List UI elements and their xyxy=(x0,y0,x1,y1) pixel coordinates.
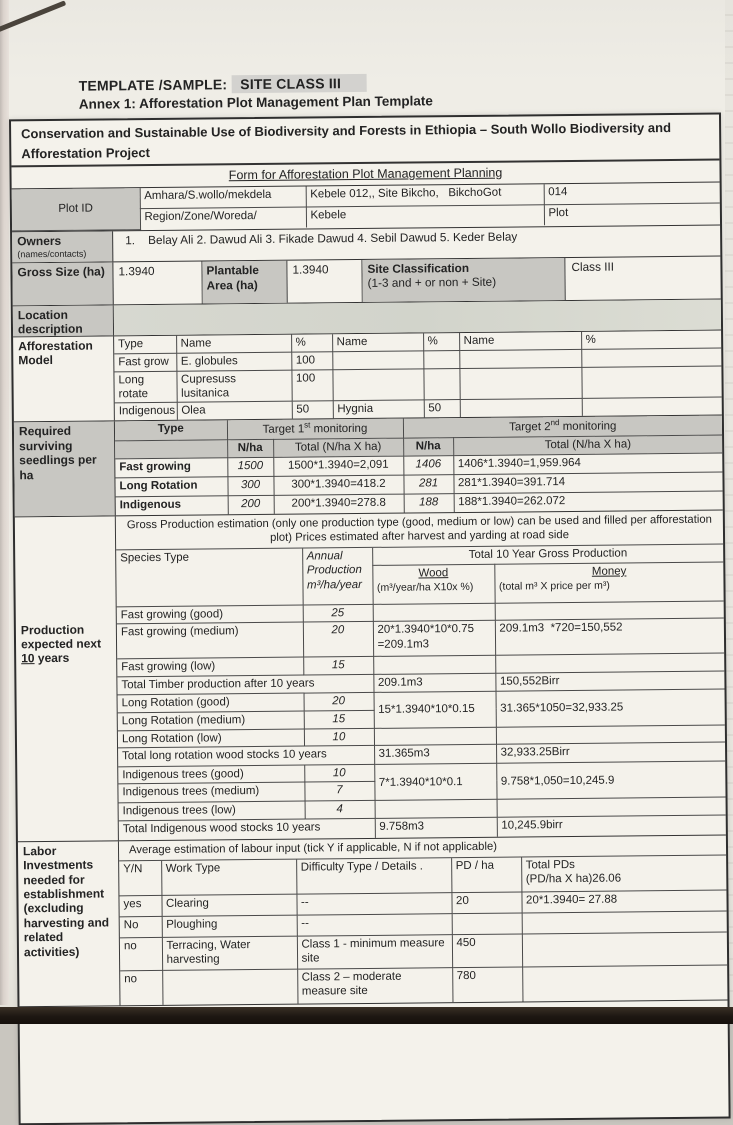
production-row-money xyxy=(497,798,726,818)
site-classification-sublabel: (1-3 and + or non + Site) xyxy=(367,274,497,290)
production-row-wood xyxy=(373,656,495,675)
labor-row-pdha: 780 xyxy=(452,967,522,1002)
target1-text2: monitoring xyxy=(310,423,368,436)
labor-row-pdha: 450 xyxy=(452,934,522,968)
labor-label: Labor Investments needed for establishment (excluding harvesting and related activities) xyxy=(18,841,121,1006)
production-row-label: Indigenous trees (medium) xyxy=(118,783,304,804)
production-row-wood xyxy=(373,603,495,622)
labor-row-yn: no xyxy=(120,970,162,1005)
required-nha1-header: N/ha xyxy=(227,439,273,457)
required-row-total2: 188*1.3940=262.072 xyxy=(454,491,723,512)
required-row-nha2: 188 xyxy=(404,493,454,512)
plantable-area-value: 1.3940 xyxy=(287,260,362,303)
production-label-text2: years xyxy=(34,651,70,666)
production-species-header: Species Type xyxy=(116,549,303,607)
production-note: Gross Production estimation (only one production type (good, medium or low) can be used and filled per afforestation plot) Prices estimated after harvest and yarding at road side xyxy=(116,510,723,550)
production-row-label: Fast growing (medium) xyxy=(117,622,303,659)
labor-row-difficulty: -- xyxy=(296,892,451,914)
production-total-label: Total long rotation wood stocks 10 years xyxy=(118,745,374,766)
labor-total-header-line1: Total PDs xyxy=(525,858,575,871)
labor-header-totalpds xyxy=(521,855,726,891)
production-section xyxy=(15,509,726,841)
model-cell xyxy=(423,368,459,400)
labor-table xyxy=(119,855,727,1005)
production-annual-header: Annual Production m³/ha/year xyxy=(302,548,373,605)
plot-id-label: Plot ID xyxy=(12,188,140,230)
production-total-wood: 31.365m3 xyxy=(374,744,496,764)
production-row-annual: 10 xyxy=(304,764,374,782)
model-cell: 100 xyxy=(291,369,332,401)
production-row-annual: 7 xyxy=(304,782,374,802)
site-classification-label: Site Classification xyxy=(367,260,470,276)
required-row-nha2: 1406 xyxy=(403,455,453,474)
production-row-annual: 20 xyxy=(303,622,373,658)
labor-row-worktype xyxy=(162,969,297,1005)
production-money-header-cell xyxy=(494,562,723,603)
required-nha2-header: N/ha xyxy=(403,437,453,455)
production-label xyxy=(15,516,119,841)
production-row-annual: 20 xyxy=(304,693,374,711)
required-seedlings-table xyxy=(115,416,723,515)
money-subheader: (total m³ X price per m³) xyxy=(498,579,610,594)
labor-section xyxy=(18,834,728,1005)
model-cell: E. globules xyxy=(176,352,291,371)
plot-region-label: Region/Zone/Woreda/ xyxy=(140,207,306,229)
production-table xyxy=(116,545,726,841)
model-header-name2: Name xyxy=(332,333,423,351)
required-row-nha2: 281 xyxy=(403,474,453,493)
production-row-label: Indigenous trees (low) xyxy=(119,802,305,821)
form-outer-box xyxy=(9,113,731,1125)
production-row-annual: 25 xyxy=(303,604,373,622)
production-row-label: Fast growing (low) xyxy=(117,657,303,677)
labor-header-yn: Y/N xyxy=(119,860,161,895)
form-title: Form for Afforestation Plot Management Planning xyxy=(228,165,503,183)
labor-header-pdha: PD / ha xyxy=(451,857,521,892)
production-row-wood: 20*1.3940*10*0.75 =209.1m3 xyxy=(373,621,495,657)
template-value-highlight: SITE CLASS III xyxy=(231,74,367,93)
model-cell xyxy=(459,367,581,400)
production-row-annual: 15 xyxy=(303,657,373,676)
labor-caption: Average estimation of labour input (tick Y if applicable, N if not applicable) xyxy=(119,835,726,860)
owners-sublabel: (names/contacts) xyxy=(17,248,87,260)
plot-number-value: 014 xyxy=(544,183,720,205)
production-row-wood: 15*1.3940*10*0.15 xyxy=(374,692,496,729)
labor-header-difficulty: Difficulty Type / Details . xyxy=(296,858,451,894)
model-cell xyxy=(581,366,721,399)
model-cell xyxy=(460,399,582,418)
model-cell xyxy=(423,350,459,368)
labor-row-total xyxy=(522,932,727,967)
labor-row-worktype: Terracing, Water harvesting xyxy=(162,936,297,970)
required-row-type: Indigenous xyxy=(116,495,228,515)
production-total-money: 10,245.9birr xyxy=(497,815,726,837)
model-header-name3: Name xyxy=(459,332,581,351)
model-header-pct1: % xyxy=(291,334,332,352)
wood-subheader: (m³/year/ha X10x %) xyxy=(376,581,474,595)
production-row-money xyxy=(496,725,725,745)
production-row-annual: 10 xyxy=(304,728,374,746)
production-row-label: Indigenous trees (good) xyxy=(118,765,304,784)
production-total-money: 150,552Birr xyxy=(495,671,724,691)
required-row-type: Fast growing xyxy=(115,457,227,477)
required-row-total1: 200*1.3940=278.8 xyxy=(274,494,404,514)
required-empty-header xyxy=(115,439,227,458)
required-total2-header: Total (N/ha X ha) xyxy=(453,435,722,456)
production-total-money: 32,933.25Birr xyxy=(496,742,725,763)
afforestation-model-table xyxy=(114,330,722,421)
production-row-label: Fast growing (good) xyxy=(117,605,303,624)
template-heading xyxy=(79,72,723,94)
model-cell: 50 xyxy=(292,401,333,419)
money-header: Money xyxy=(591,565,627,578)
target1-sup: st xyxy=(304,420,311,430)
required-seedlings-section xyxy=(14,415,723,516)
required-seedlings-label: Required surviving seedlings per ha xyxy=(14,422,116,516)
afforestation-model-section xyxy=(13,329,722,422)
production-row-wood xyxy=(375,800,497,819)
model-cell: Fast grow xyxy=(114,353,176,372)
afforestation-model-label: Afforestation Model xyxy=(13,336,115,422)
model-cell: 100 xyxy=(291,351,332,369)
labor-row-total xyxy=(522,965,727,1001)
production-row-label: Long Rotation (low) xyxy=(118,729,304,748)
production-total-wood: 9.758m3 xyxy=(375,817,497,838)
required-target1-header xyxy=(227,419,403,439)
model-header-pct2: % xyxy=(423,333,459,351)
labor-row-yn: No xyxy=(120,916,162,937)
model-cell xyxy=(459,349,581,368)
plot-kebele-value: Kebele 012,, Site Bikcho, BikchoGot xyxy=(306,184,544,207)
labor-row-difficulty: Class 1 - minimum measure site xyxy=(297,934,452,968)
production-row-money xyxy=(495,601,724,621)
plantable-area-label: Plantable Area (ha) xyxy=(202,260,287,303)
labor-row-pdha xyxy=(452,913,522,935)
model-cell: 50 xyxy=(424,400,460,418)
site-classification-label-cell xyxy=(362,258,565,302)
model-cell: Indigenous xyxy=(115,403,177,421)
document-heading xyxy=(79,72,723,112)
model-cell: Cupresuss lusitanica xyxy=(176,370,291,403)
target2-sup: nd xyxy=(550,418,560,428)
production-total-label: Total Timber production after 10 years xyxy=(117,675,373,695)
location-value-empty xyxy=(114,299,721,335)
plot-region-value: Amhara/S.wollo/mekdela xyxy=(140,187,306,209)
production-total-wood: 209.1m3 xyxy=(373,674,495,693)
required-row-nha1: 1500 xyxy=(227,457,273,476)
document-content xyxy=(6,0,733,1125)
labor-header-worktype: Work Type xyxy=(161,859,296,895)
labor-row-worktype: Clearing xyxy=(161,894,296,916)
gross-size-value: 1.3940 xyxy=(113,261,202,304)
target1-text: Target 1 xyxy=(262,423,305,437)
annex-title: Annex 1: Afforestation Plot Management Plan Template xyxy=(78,93,433,112)
production-label-underlined: 10 xyxy=(21,651,35,666)
required-row-total1: 300*1.3940=418.2 xyxy=(273,475,403,495)
production-wood-header-cell xyxy=(372,564,494,604)
model-cell xyxy=(332,369,423,402)
model-cell: Hygnia xyxy=(333,400,424,418)
model-cell: Long rotate xyxy=(114,371,176,403)
labor-row-yn: no xyxy=(120,937,162,970)
production-row-money: 209.1m3 *720=150,552 xyxy=(495,618,724,655)
model-cell xyxy=(581,348,721,367)
required-row-total1: 1500*1.3940=2,091 xyxy=(273,456,403,476)
production-row-money: 9.758*1,050=10,245.9 xyxy=(496,761,725,800)
required-row-nha1: 200 xyxy=(228,495,274,514)
plot-number-label: Plot xyxy=(544,203,720,225)
production-row-money: 31.365*1050=32,933.25 xyxy=(496,689,725,727)
required-type-header: Type xyxy=(115,421,227,441)
target2-text2: monitoring xyxy=(559,420,617,434)
site-classification-value: Class III xyxy=(571,259,615,274)
required-row-nha1: 300 xyxy=(227,476,273,495)
production-gross-header: Total 10 Year Gross Production xyxy=(372,545,723,566)
owners-label-cell xyxy=(12,231,113,262)
model-cell xyxy=(582,397,722,416)
scanner-bed-bar xyxy=(0,1007,733,1024)
production-total-label: Total Indigenous wood stocks 10 years xyxy=(119,818,375,840)
required-row-type: Long Rotation xyxy=(115,476,227,496)
project-title: Conservation and Sustainable Use of Biodiversity and Forests in Ethiopia – South Wollo Biodiversity and Afforestation Project xyxy=(11,115,719,168)
labor-row-difficulty: Class 2 – moderate measure site xyxy=(297,967,452,1003)
labor-row-worktype: Ploughing xyxy=(162,915,297,937)
production-row-wood xyxy=(374,727,496,746)
model-header-name1: Name xyxy=(176,334,291,353)
model-cell xyxy=(332,351,423,370)
required-row-total2: 1406*1.3940=1,959.964 xyxy=(453,453,722,475)
model-header-pct3: % xyxy=(581,330,721,349)
production-label-text: Production expected next xyxy=(20,622,102,652)
location-label: Location description xyxy=(13,305,114,336)
required-row-total2: 281*1.3940=391.714 xyxy=(453,472,722,494)
target2-text: Target 2 xyxy=(508,421,551,434)
production-row-annual: 15 xyxy=(304,710,374,729)
model-header-type: Type xyxy=(114,335,176,353)
gross-size-label: Gross Size (ha) xyxy=(12,262,113,305)
template-label: TEMPLATE /SAMPLE: xyxy=(78,76,228,94)
owners-label: Owners xyxy=(17,233,62,248)
gross-size-section xyxy=(12,255,720,305)
production-row-annual: 4 xyxy=(305,801,375,819)
production-row-label: Long Rotation (good) xyxy=(118,693,304,712)
production-row-label: Long Rotation (medium) xyxy=(118,711,304,731)
owners-value: 1. Belay Ali 2. Dawud Ali 3. Fikade Dawud 4. Sebil Dawud 5. Keder Belay xyxy=(125,228,518,247)
model-cell: Olea xyxy=(177,402,292,421)
plot-id-table xyxy=(12,183,720,231)
wood-header: Wood xyxy=(418,567,449,580)
production-row-wood: 7*1.3940*10*0.1 xyxy=(374,763,496,801)
required-total1-header: Total (N/ha X ha) xyxy=(273,438,403,457)
plot-kebele-label: Kebele xyxy=(306,205,544,228)
production-row-money xyxy=(495,653,724,673)
labor-row-difficulty: -- xyxy=(297,913,452,935)
labor-row-total xyxy=(522,911,727,934)
labor-total-header-line2: (PD/ha X ha)26.06 xyxy=(525,872,622,886)
labor-row-pdha: 20 xyxy=(451,892,521,914)
labor-row-yn: yes xyxy=(119,895,161,916)
labor-row-total: 20*1.3940= 27.88 xyxy=(521,890,726,913)
